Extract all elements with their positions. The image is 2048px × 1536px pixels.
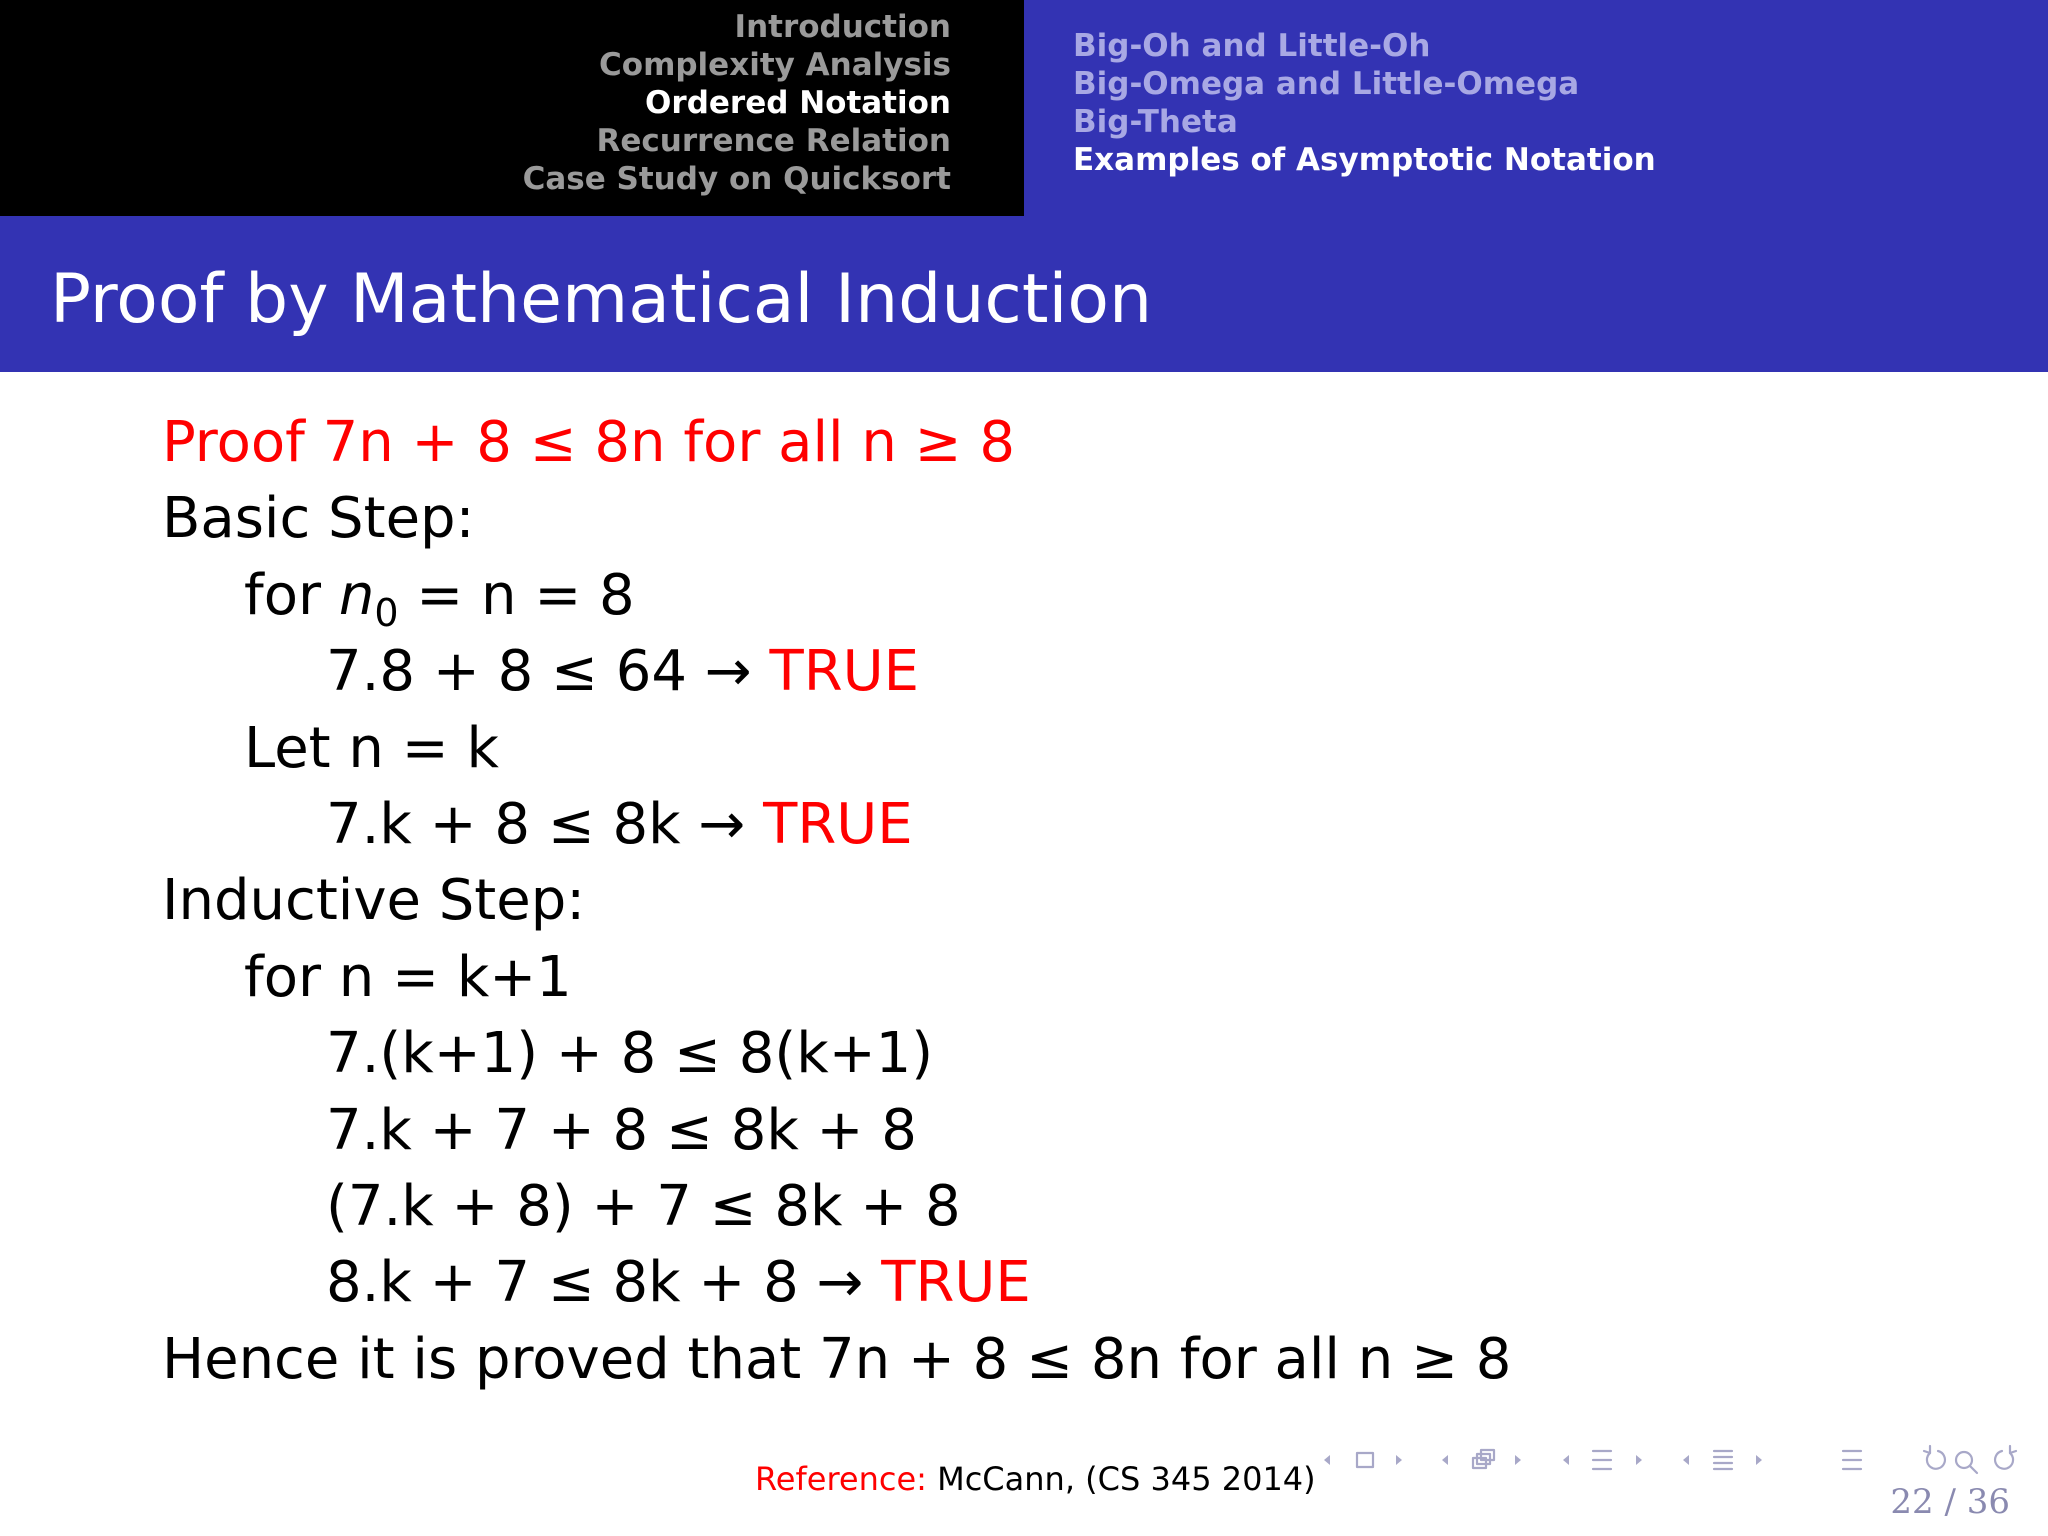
section-list — [523, 8, 951, 198]
inductive-step-heading: Inductive Step: — [162, 868, 586, 934]
section-recurrence-relation[interactable]: Recurrence Relation — [596, 123, 951, 159]
inductive-equation-1: 7.(k+1) + 8 ≤ 8(k+1) — [326, 1021, 934, 1087]
base-equation — [162, 634, 1962, 710]
base-subscript: 0 — [374, 590, 399, 635]
ind-eq4-text: 8.k + 7 ≤ 8k + 8 → — [326, 1250, 882, 1316]
subsection-examples[interactable]: Examples of Asymptotic Notation — [1073, 142, 1656, 178]
base-eq-text: 7.8 + 8 ≤ 64 → — [326, 639, 770, 705]
base-case-line — [162, 558, 1962, 634]
inductive-for-line: for n = k+1 — [244, 944, 572, 1010]
base-rest: = n = 8 — [398, 562, 635, 628]
basic-step-heading: Basic Step: — [162, 486, 475, 552]
subsection-list — [1073, 27, 1656, 179]
subsection-big-omega[interactable]: Big-Omega and Little-Omega — [1073, 66, 1580, 102]
beamer-navigation-bar — [1318, 1441, 2028, 1481]
reference-text: McCann, (CS 345 2014) — [926, 1460, 1316, 1498]
nav-align-icon[interactable] — [1843, 1451, 1861, 1469]
subsection-big-oh[interactable]: Big-Oh and Little-Oh — [1073, 28, 1431, 64]
let-line: Let n = k — [244, 715, 499, 781]
nav-document-icon[interactable] — [1683, 1451, 1762, 1469]
let-equation — [162, 787, 1962, 863]
base-for: for — [244, 562, 321, 628]
nav-search-icon[interactable] — [1956, 1452, 1977, 1473]
conclusion-line: Hence it is proved that 7n + 8 ≤ 8n for all n ≥ 8 — [162, 1326, 1512, 1392]
inductive-equation-3: (7.k + 8) + 7 ≤ 8k + 8 — [326, 1173, 961, 1239]
reference-label: Reference: — [755, 1460, 927, 1498]
nav-frame-icon[interactable] — [1324, 1453, 1402, 1467]
true-label: TRUE — [763, 791, 913, 857]
header-section-nav — [0, 0, 1024, 216]
let-eq-text: 7.k + 8 ≤ 8k → — [326, 791, 764, 857]
header-subsection-nav — [1024, 0, 2048, 216]
section-introduction[interactable]: Introduction — [734, 9, 951, 45]
navigation-symbols — [1318, 1441, 2028, 1481]
nav-subsection-icon[interactable] — [1442, 1450, 1521, 1468]
inductive-equation-2: 7.k + 7 + 8 ≤ 8k + 8 — [326, 1097, 917, 1163]
inductive-equation-4 — [162, 1245, 1962, 1321]
true-label: TRUE — [881, 1250, 1031, 1316]
slide-title: Proof by Mathematical Induction — [50, 260, 1153, 339]
claim-line: Proof 7n + 8 ≤ 8n for all n ≥ 8 — [162, 410, 1016, 475]
reference-note — [755, 1460, 1316, 1498]
slide-body — [162, 405, 1962, 1398]
nav-redo-icon[interactable] — [1995, 1446, 2016, 1469]
section-ordered-notation[interactable]: Ordered Notation — [645, 85, 951, 121]
base-var: n — [338, 562, 375, 628]
true-label: TRUE — [769, 639, 920, 705]
page-number: 22 / 36 — [1890, 1482, 2010, 1522]
nav-section-icon[interactable] — [1563, 1451, 1642, 1469]
subsection-big-theta[interactable]: Big-Theta — [1073, 104, 1238, 140]
section-case-study-quicksort[interactable]: Case Study on Quicksort — [522, 161, 951, 197]
frame-title-bar — [0, 216, 2048, 372]
nav-undo-icon[interactable] — [1924, 1446, 1945, 1469]
section-complexity-analysis[interactable]: Complexity Analysis — [599, 47, 951, 83]
